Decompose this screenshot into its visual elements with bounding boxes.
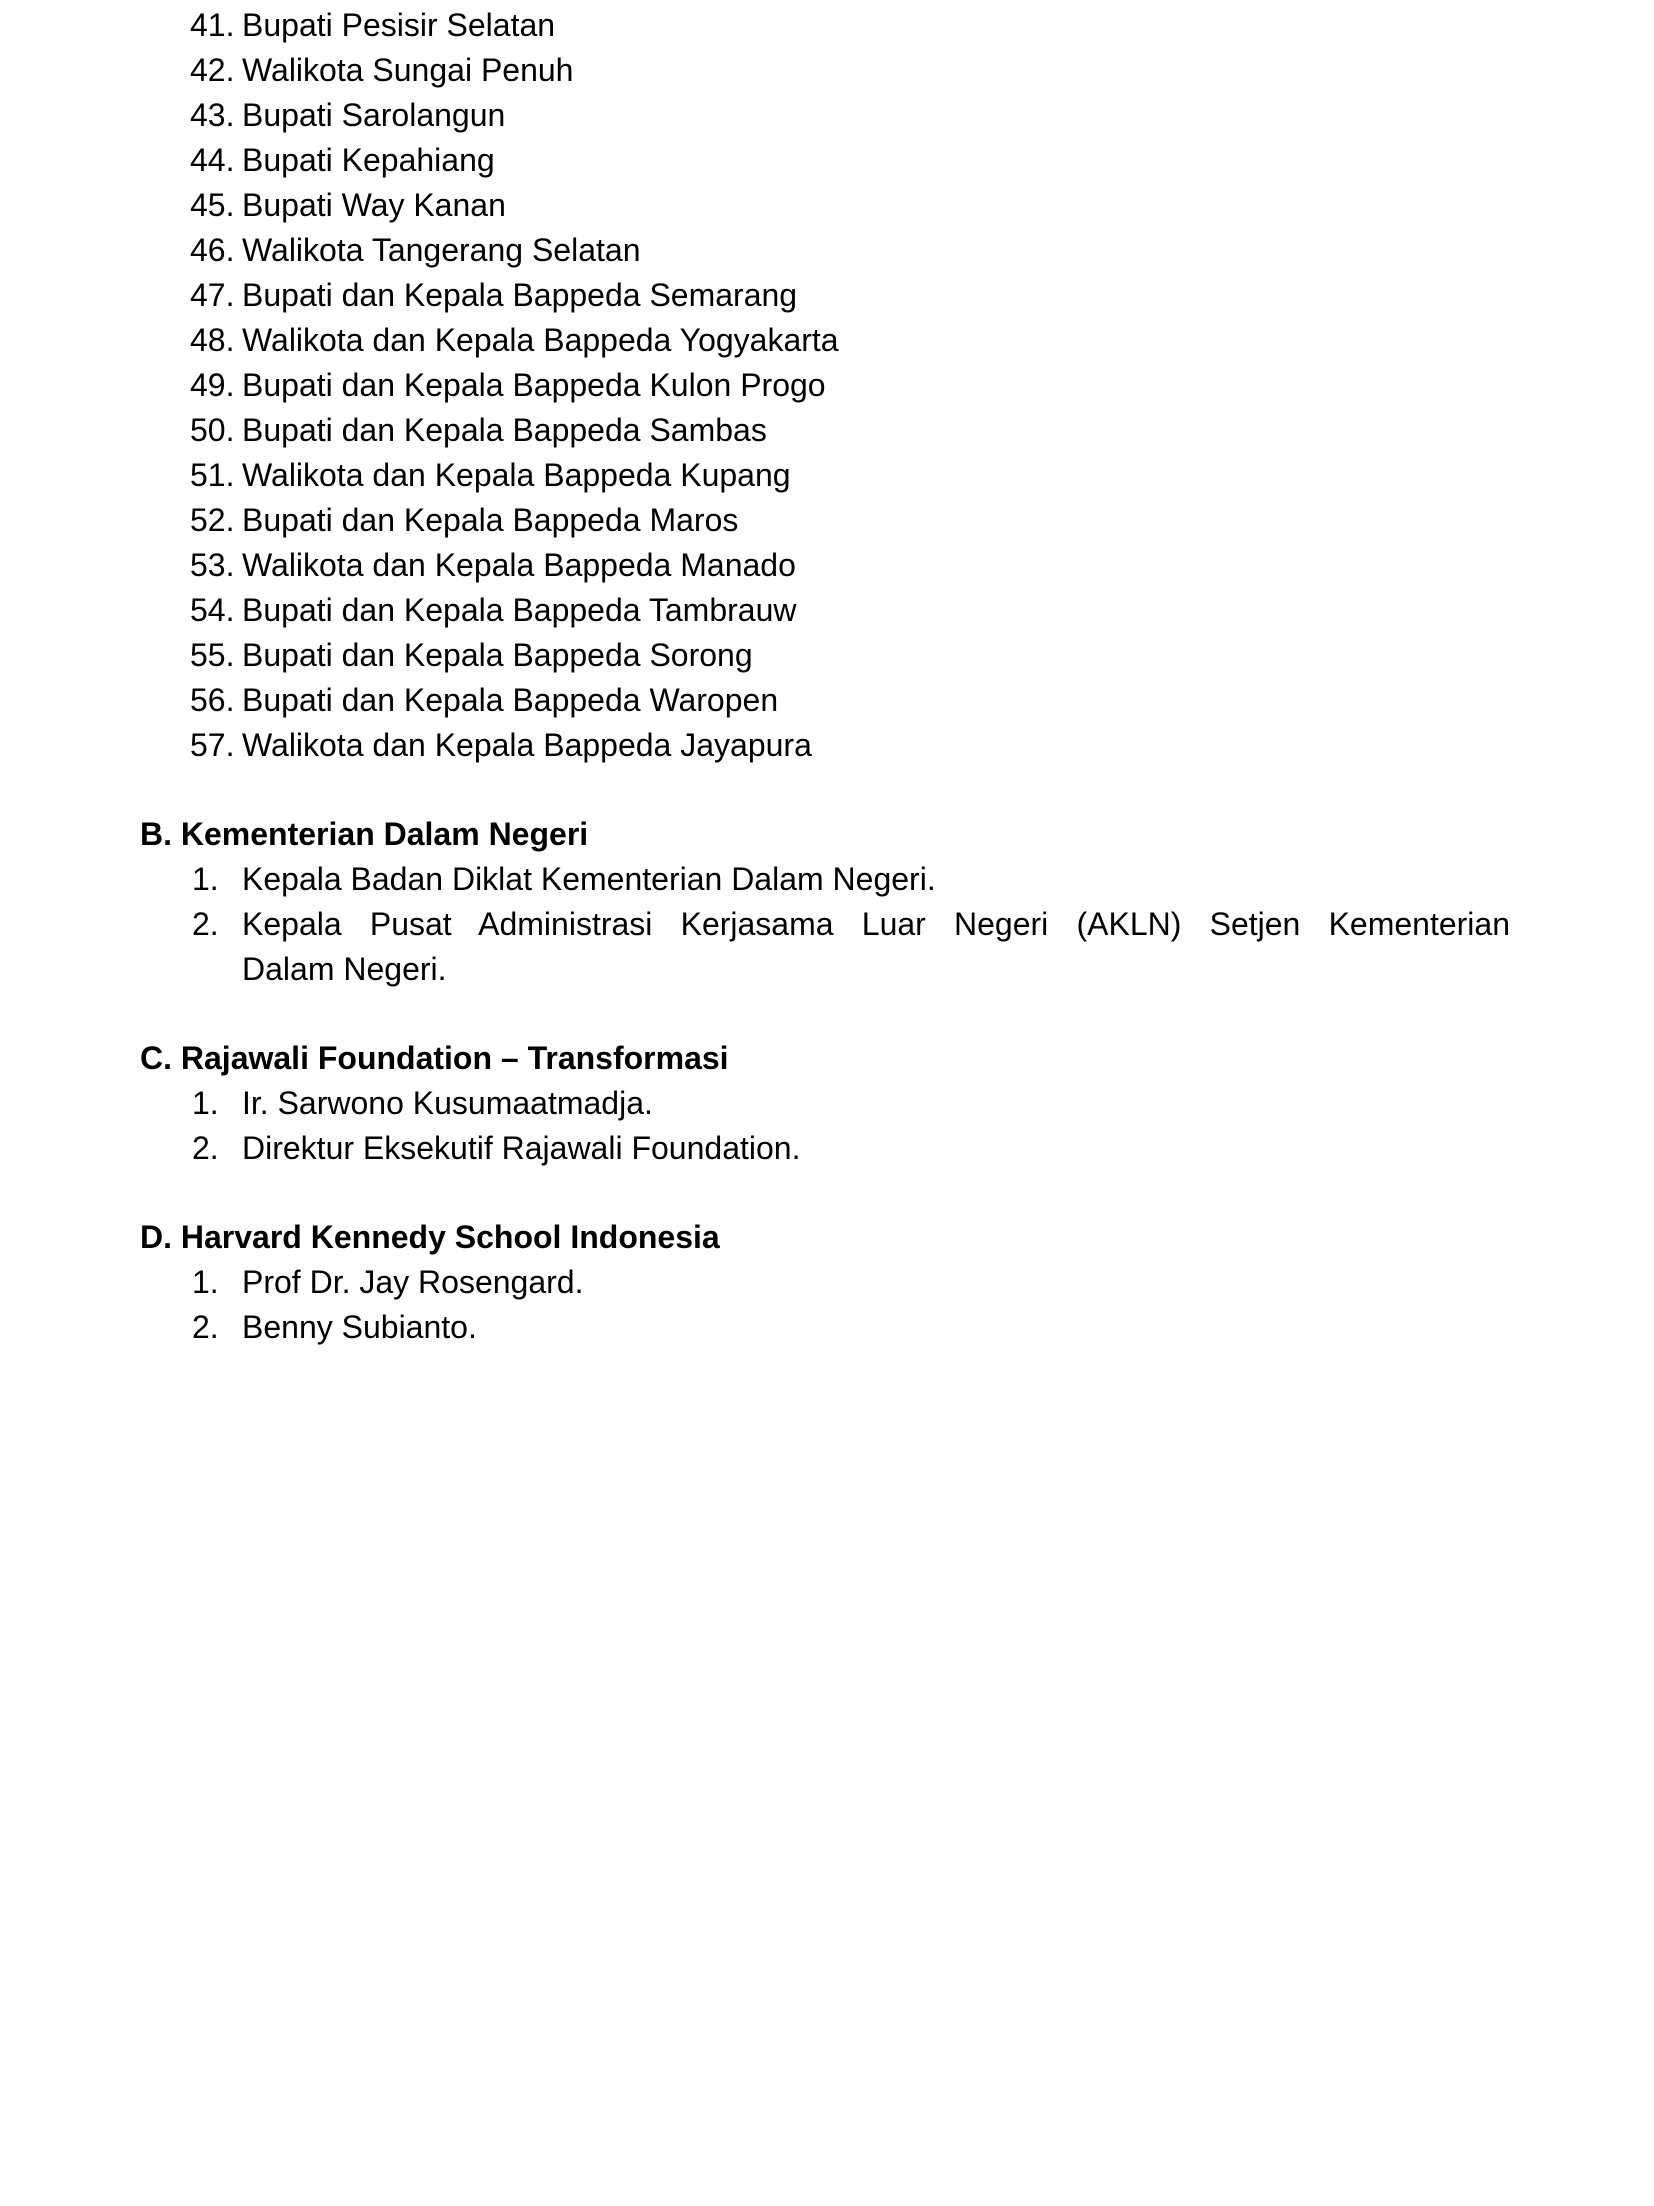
list-item-number: 2. — [192, 1309, 219, 1345]
list-item-number: 45. — [190, 187, 235, 223]
list-item-text: Bupati dan Kepala Bappeda Kulon Progo — [242, 367, 826, 403]
list-item-number: 55. — [190, 637, 235, 673]
list-item-text: Walikota dan Kepala Bappeda Yogyakarta — [242, 322, 839, 358]
list-item-number: 41. — [190, 7, 235, 43]
list-item-text: Walikota Tangerang Selatan — [242, 232, 641, 268]
list-item-number: 44. — [190, 142, 235, 178]
list-item-text: Bupati dan Kepala Bappeda Waropen — [242, 682, 779, 718]
list-item-number: 1. — [192, 861, 219, 897]
list-item-text: Bupati dan Kepala Bappeda Sorong — [242, 637, 753, 673]
list-item-text: Bupati Way Kanan — [242, 187, 506, 223]
list-item-text: Benny Subianto. — [242, 1309, 477, 1345]
list-item-text: Walikota dan Kepala Bappeda Jayapura — [242, 727, 812, 763]
list-item-number: 51. — [190, 457, 235, 493]
section-heading: B. Kementerian Dalam Negeri — [140, 816, 589, 852]
list-item-number: 56. — [190, 682, 235, 718]
list-item-number: 54. — [190, 592, 235, 628]
list-item-number: 43. — [190, 97, 235, 133]
list-item-number: 52. — [190, 502, 235, 538]
list-item-number: 57. — [190, 727, 235, 763]
list-item-number: 53. — [190, 547, 235, 583]
list-item-text: Bupati Pesisir Selatan — [242, 7, 556, 43]
list-item-text: Bupati dan Kepala Bappeda Semarang — [242, 277, 798, 313]
list-item-number: 48. — [190, 322, 235, 358]
list-item-text: Walikota Sungai Penuh — [242, 52, 574, 88]
list-item-text: Bupati dan Kepala Bappeda Sambas — [242, 412, 767, 448]
list-item-text: Prof Dr. Jay Rosengard. — [242, 1264, 584, 1300]
list-item-number: 2. — [192, 906, 219, 942]
list-item-text: Direktur Eksekutif Rajawali Foundation. — [242, 1130, 801, 1166]
list-item-number: 42. — [190, 52, 235, 88]
list-item-text: Walikota dan Kepala Bappeda Kupang — [242, 457, 791, 493]
list-item-text: Bupati Sarolangun — [242, 97, 506, 133]
list-item-text: Bupati dan Kepala Bappeda Tambrauw — [242, 592, 797, 628]
list-item-text: Ir. Sarwono Kusumaatmadja. — [242, 1085, 653, 1121]
list-item-text-continued: Dalam Negeri. — [242, 951, 447, 987]
list-item-number: 49. — [190, 367, 235, 403]
list-item-text: Walikota dan Kepala Bappeda Manado — [242, 547, 796, 583]
list-item-text: Bupati Kepahiang — [242, 142, 495, 178]
list-item-number: 1. — [192, 1264, 219, 1300]
list-item-number: 1. — [192, 1085, 219, 1121]
section-heading: D. Harvard Kennedy School Indonesia — [140, 1219, 720, 1255]
list-item-text: Kepala Badan Diklat Kementerian Dalam Negeri. — [242, 861, 936, 897]
list-item-text: Kepala Pusat Administrasi Kerjasama Luar Negeri (AKLN) Setjen Kementerian — [242, 906, 1510, 942]
section-heading: C. Rajawali Foundation – Transformasi — [140, 1040, 729, 1076]
list-item-number: 47. — [190, 277, 235, 313]
list-item-number: 2. — [192, 1130, 219, 1166]
list-item-number: 46. — [190, 232, 235, 268]
list-item-text: Bupati dan Kepala Bappeda Maros — [242, 502, 739, 538]
list-item-number: 50. — [190, 412, 235, 448]
